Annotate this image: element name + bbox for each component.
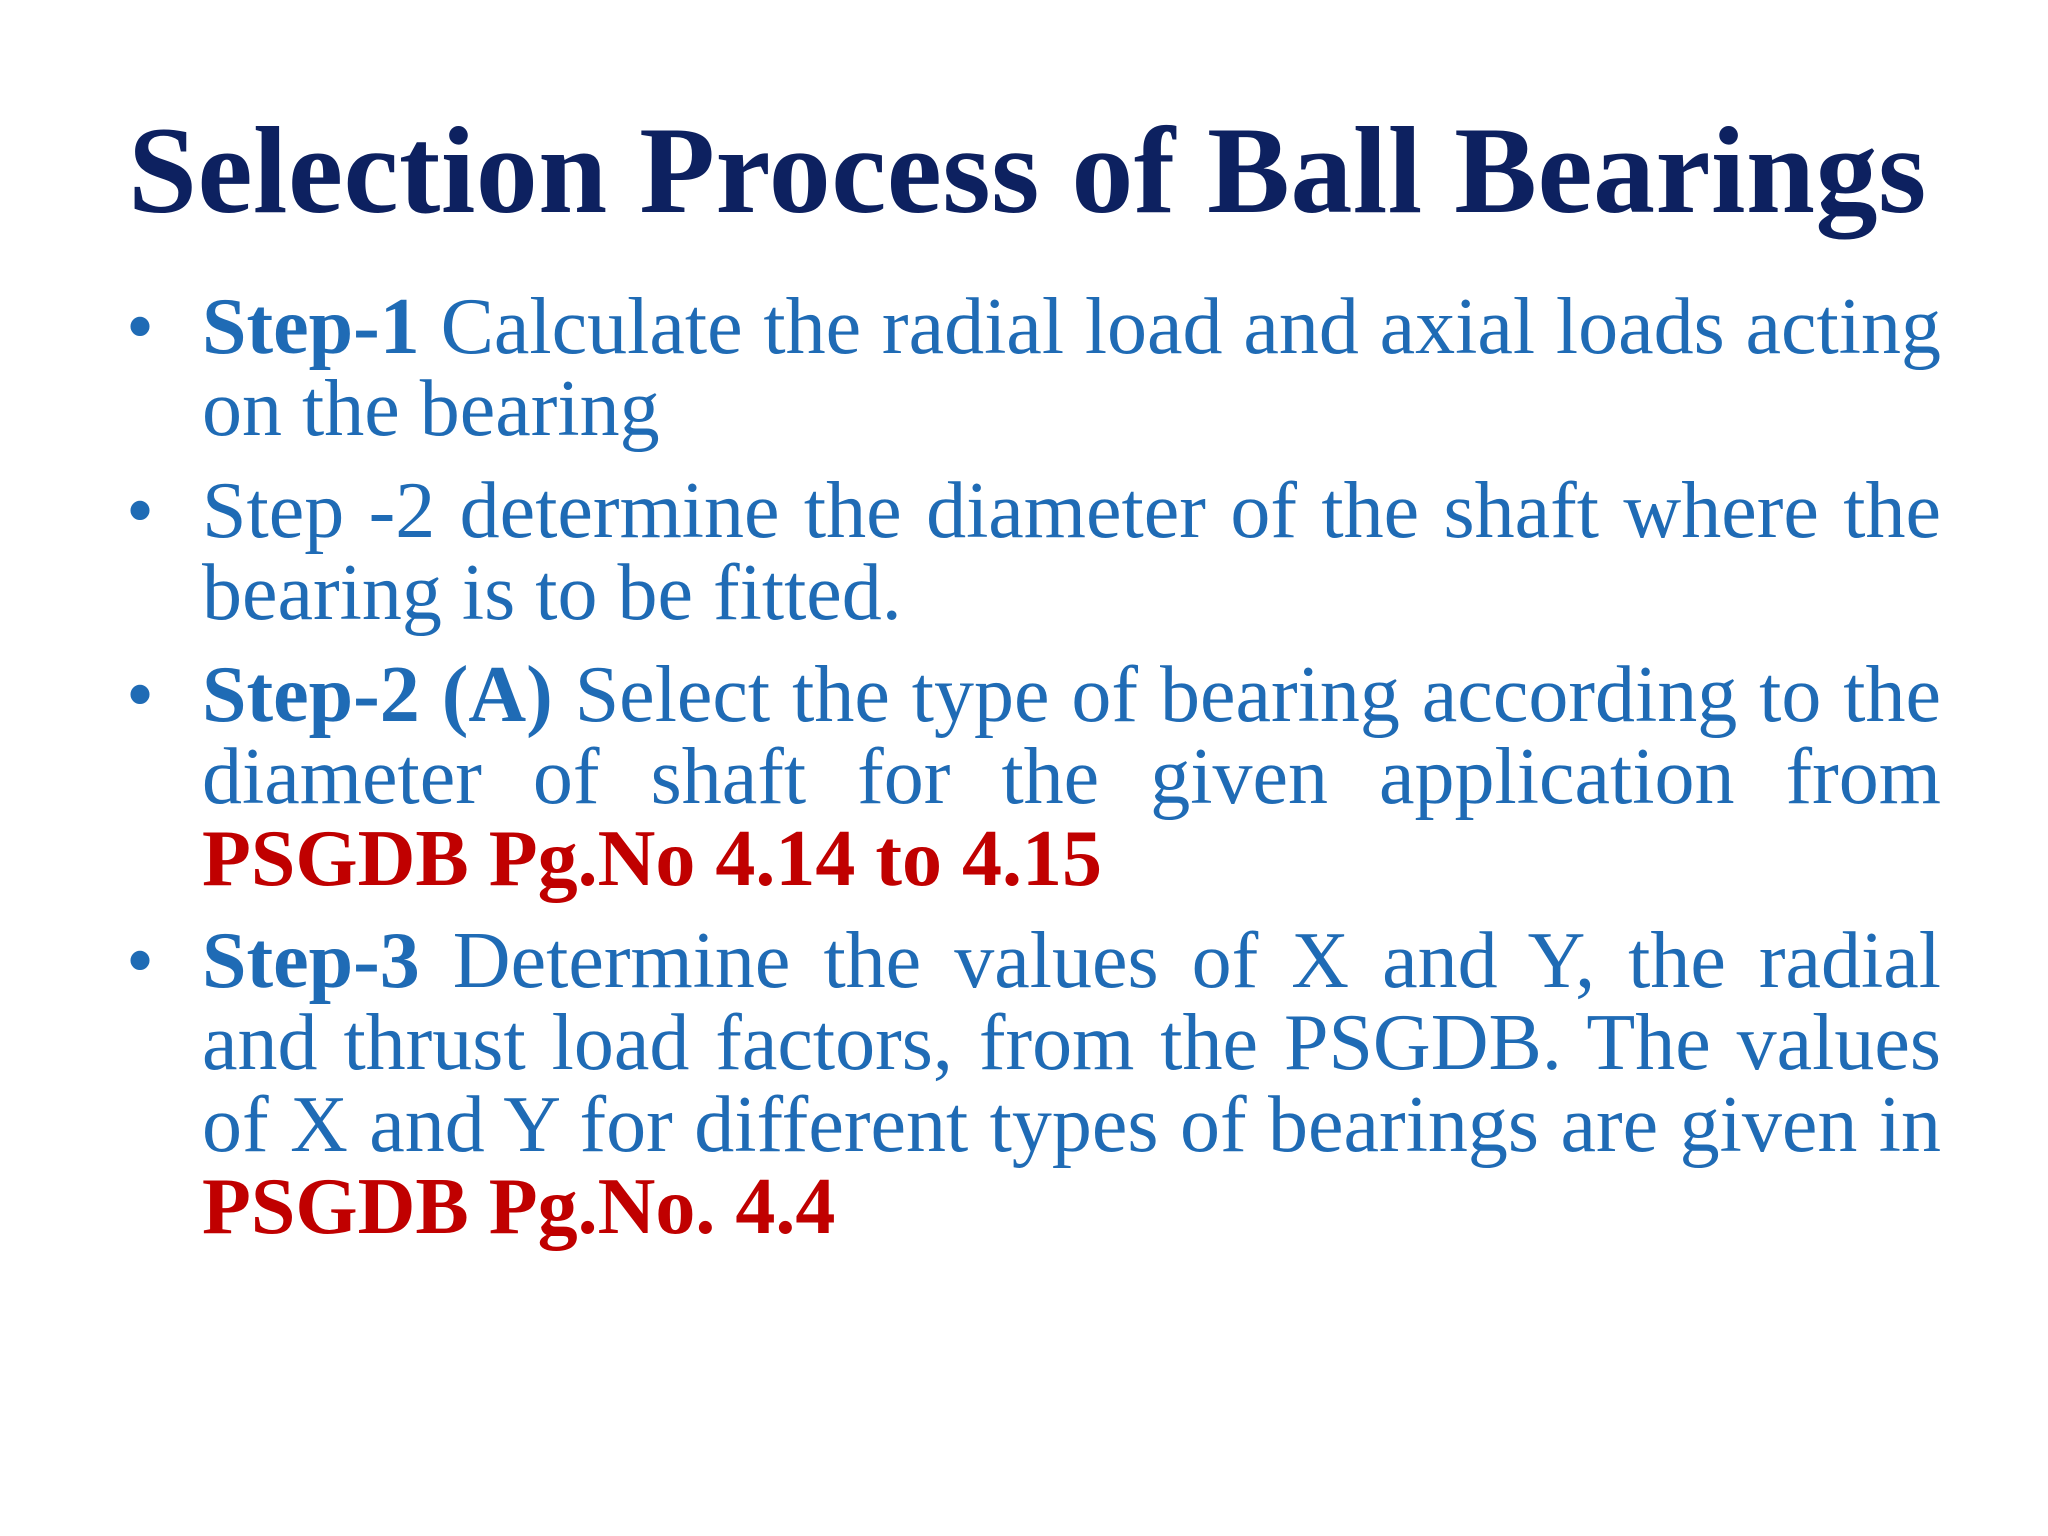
- step-text: Calculate the radial load and axial loads acting on the bearing: [202, 283, 1941, 453]
- bullet-dot-icon: •: [126, 283, 155, 371]
- bullet-step-1: [126, 283, 1941, 453]
- bullet-list: [126, 283, 1942, 1268]
- step-label: Step-1: [202, 283, 420, 371]
- bullet-dot-icon: •: [126, 467, 155, 555]
- bullet-step-3: [126, 917, 1941, 1251]
- psgdb-reference: PSGDB Pg.No 4.14 to 4.15: [202, 815, 1102, 903]
- slide-title: Selection Process of Ball Bearings: [128, 102, 1927, 239]
- step-text: Step -2 determine the diameter of the shaft where the bearing is to be fitted.: [202, 467, 1941, 637]
- bullet-step-2: [126, 467, 1941, 637]
- bullet-step-2a: [126, 651, 1942, 903]
- step-label: Step-3: [202, 917, 420, 1005]
- step-text: Determine the values of X and Y, the radial and thrust load factors, from the PSGDB. The values of X and Y for different types of bearings are given in: [202, 917, 1941, 1169]
- step-text: Select the type of bearing according to the diameter of shaft for the given application from: [202, 651, 1942, 821]
- bullet-dot-icon: •: [126, 651, 155, 739]
- bullet-dot-icon: •: [126, 917, 155, 1005]
- step-label: Step-2 (A): [202, 651, 553, 739]
- psgdb-reference: PSGDB Pg.No. 4.4: [202, 1163, 836, 1251]
